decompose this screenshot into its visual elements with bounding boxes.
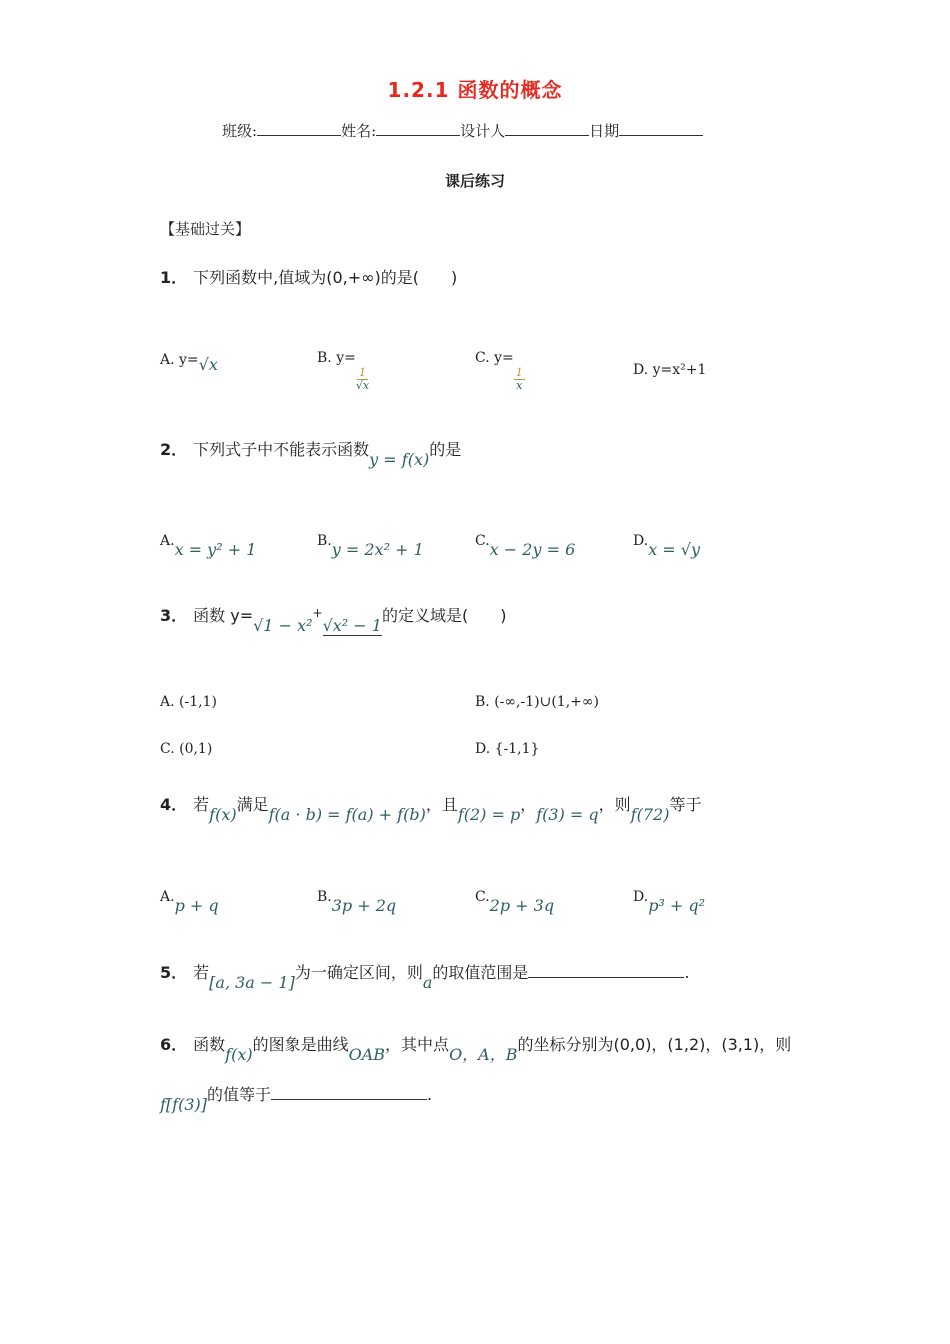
option-label: A. y= bbox=[160, 352, 199, 368]
q3-option-b: B. (-∞,-1)∪(1,+∞) bbox=[475, 694, 599, 710]
option-label: B. bbox=[317, 889, 332, 905]
question-text: 下列函数中,值域为(0,+∞)的是( ) bbox=[193, 268, 458, 287]
q2-option-b bbox=[317, 533, 424, 559]
text: 的值等于 bbox=[207, 1085, 272, 1104]
question-text: 函数 y= bbox=[193, 606, 254, 625]
inline-math: f(2) = p bbox=[457, 805, 521, 824]
q3-option-d: D. {-1,1} bbox=[475, 741, 540, 757]
denominator: √x bbox=[355, 379, 370, 392]
page-title: 1.2.1 函数的概念 bbox=[387, 78, 563, 102]
name-blank bbox=[376, 121, 460, 136]
q2-option-c bbox=[475, 533, 575, 559]
q3-option-c: C. (0,1) bbox=[160, 741, 213, 757]
q2-option-a bbox=[160, 533, 256, 559]
inline-math: OAB bbox=[348, 1045, 386, 1064]
question-5 bbox=[160, 960, 690, 992]
inline-math: f(x) bbox=[225, 1045, 253, 1064]
question-number: 6． bbox=[160, 1035, 188, 1054]
question-text: 下列式子中不能表示函数 bbox=[193, 440, 370, 459]
plus-sign: + bbox=[312, 606, 323, 620]
q2-option-d bbox=[633, 533, 700, 559]
q1-option-c bbox=[475, 350, 525, 392]
question-text-end: 的定义域是( ) bbox=[381, 606, 507, 625]
text: ，则 bbox=[598, 795, 631, 814]
inline-math: f(3) = q bbox=[536, 805, 599, 824]
inline-math: f(72) bbox=[630, 805, 670, 824]
option-math: p + q bbox=[174, 896, 219, 915]
question-4 bbox=[160, 792, 701, 824]
date-label: 日期 bbox=[589, 122, 620, 140]
inline-math: O，A，B bbox=[449, 1045, 518, 1064]
option-math: p³ + q² bbox=[648, 896, 706, 915]
question-6 bbox=[160, 1032, 791, 1065]
option-label: B. y= bbox=[317, 350, 356, 366]
option-label: C. bbox=[475, 889, 490, 905]
q1-option-b bbox=[317, 350, 369, 392]
numerator: 1 bbox=[358, 366, 366, 379]
text: . bbox=[427, 1085, 433, 1104]
inline-math: y = f(x) bbox=[369, 450, 430, 469]
text: ，且 bbox=[425, 795, 458, 814]
radical-2: √x² − 1 bbox=[322, 616, 382, 635]
text: . bbox=[684, 963, 690, 982]
question-number: 2． bbox=[160, 440, 188, 459]
answer-blank[interactable] bbox=[271, 1085, 427, 1100]
designer-blank bbox=[505, 121, 589, 136]
option-math: x − 2y = 6 bbox=[489, 540, 576, 559]
inline-math: [a, 3a − 1] bbox=[209, 973, 295, 992]
question-2 bbox=[160, 437, 461, 469]
class-blank bbox=[257, 121, 341, 136]
answer-blank[interactable] bbox=[528, 963, 684, 978]
option-label: A. bbox=[160, 533, 175, 549]
option-label: D. bbox=[633, 533, 649, 549]
q4-option-a bbox=[160, 889, 219, 915]
text: 为一确定区间，则 bbox=[294, 963, 423, 982]
text: 若 bbox=[193, 795, 210, 814]
fraction bbox=[356, 367, 369, 392]
text: 的坐标分别为(0,0)，(1,2)，(3,1)，则 bbox=[517, 1035, 792, 1054]
fraction bbox=[514, 367, 525, 392]
option-math: y = 2x² + 1 bbox=[331, 540, 424, 559]
option-label: D. bbox=[633, 889, 649, 905]
option-label: A. bbox=[160, 889, 175, 905]
q1-option-a bbox=[160, 352, 218, 374]
question-number: 3． bbox=[160, 606, 188, 625]
option-math: x = y² + 1 bbox=[174, 540, 257, 559]
text: 的取值范围是 bbox=[432, 963, 529, 982]
option-math: √x bbox=[198, 355, 218, 374]
q4-option-c bbox=[475, 889, 554, 915]
text: 满足 bbox=[236, 795, 269, 814]
q4-option-d bbox=[633, 889, 705, 915]
option-math: 3p + 2q bbox=[331, 896, 397, 915]
question-3 bbox=[160, 603, 506, 635]
denominator: x bbox=[516, 379, 523, 392]
option-label: C. y= bbox=[475, 350, 514, 366]
inline-math: f[f(3)] bbox=[160, 1095, 207, 1114]
question-6-line-2 bbox=[160, 1082, 432, 1114]
inline-math: a bbox=[422, 973, 433, 992]
q3-option-a: A. (-1,1) bbox=[160, 694, 217, 710]
question-1 bbox=[160, 265, 457, 288]
date-blank bbox=[619, 121, 703, 136]
question-number: 5． bbox=[160, 963, 188, 982]
q4-option-b bbox=[317, 889, 396, 915]
text: 等于 bbox=[669, 795, 702, 814]
inline-math: f(a · b) = f(a) + f(b) bbox=[268, 805, 426, 824]
section-heading: 【基础过关】 bbox=[160, 220, 251, 238]
question-number: 1． bbox=[160, 268, 188, 287]
numerator: 1 bbox=[515, 366, 523, 379]
name-label: 姓名: bbox=[341, 122, 377, 140]
question-number: 4． bbox=[160, 795, 188, 814]
text: 的图象是曲线 bbox=[252, 1035, 349, 1054]
option-label: C. bbox=[475, 533, 490, 549]
option-math: x = √y bbox=[648, 540, 701, 559]
section-subtitle: 课后练习 bbox=[444, 172, 505, 190]
option-label: B. bbox=[317, 533, 332, 549]
inline-math: f(x) bbox=[209, 805, 237, 824]
radical-1: √1 − x² bbox=[253, 616, 313, 635]
designer-label: 设计人 bbox=[460, 122, 506, 140]
option-math: 2p + 3q bbox=[489, 896, 555, 915]
info-line bbox=[222, 120, 703, 141]
text: ，其中点 bbox=[385, 1035, 450, 1054]
text: 函数 bbox=[193, 1035, 226, 1054]
q1-option-d: D. y=x²+1 bbox=[633, 362, 707, 378]
text: 若 bbox=[193, 963, 210, 982]
class-label: 班级: bbox=[222, 122, 258, 140]
text: ， bbox=[520, 795, 537, 814]
question-text-end: 的是 bbox=[429, 440, 462, 459]
